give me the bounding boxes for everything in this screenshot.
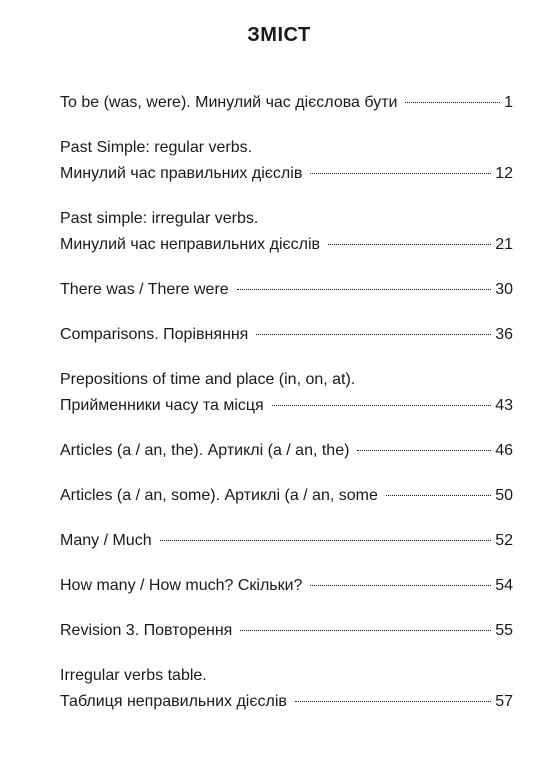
toc-entry-line (60, 90, 513, 116)
toc-page-number: 1 (504, 94, 513, 111)
toc-entry-title-en: Prepositions of time and place (in, on, at). (60, 371, 356, 388)
toc-entry-title: Таблиця неправильних дієслів (60, 693, 287, 710)
toc-entry-line (60, 322, 513, 348)
toc-entry (60, 277, 513, 303)
toc-page-number: 57 (495, 693, 513, 710)
toc-entry-title-en: Past Simple: regular verbs. (60, 139, 253, 156)
toc-page-number: 54 (495, 577, 513, 594)
toc-entry-title: Минулий час неправильних дієслів (60, 236, 321, 253)
dot-leader (295, 701, 491, 702)
toc-entry-title: There was / There were (60, 281, 229, 298)
toc-entry (60, 438, 513, 464)
toc-page-number: 46 (495, 442, 513, 459)
toc-entry (60, 663, 513, 715)
dot-leader (386, 495, 491, 496)
toc-entry-heading (60, 135, 513, 161)
toc-entry (60, 206, 513, 258)
toc-entry-line (60, 161, 513, 187)
toc-entry-line (60, 438, 513, 464)
toc-entry-title: Минулий час правильних дієслів (60, 165, 303, 182)
toc-page-number: 43 (495, 397, 513, 414)
page-title: ЗМІСТ (247, 24, 311, 46)
toc-entry (60, 483, 513, 509)
toc-entry-line (60, 232, 513, 258)
dot-leader (237, 289, 492, 290)
dot-leader (160, 540, 492, 541)
dot-leader (272, 405, 491, 406)
toc-entry-line (60, 483, 513, 509)
toc-entry-title-en: Irregular verbs table. (60, 667, 207, 684)
toc-page-number: 12 (495, 165, 513, 182)
toc-entry-line (60, 573, 513, 599)
toc-entry-title: Revision 3. Повторення (60, 622, 233, 639)
toc-entry-title: Many / Much (60, 532, 152, 549)
toc-page-number: 30 (495, 281, 513, 298)
toc-page-number: 21 (495, 236, 513, 253)
toc-entry-line (60, 618, 513, 644)
table-of-contents (60, 90, 513, 715)
dot-leader (405, 102, 500, 103)
toc-entry-heading (60, 367, 513, 393)
toc-entry-line (60, 689, 513, 715)
toc-entry (60, 135, 513, 187)
toc-entry-heading (60, 206, 513, 232)
toc-entry (60, 573, 513, 599)
toc-page-number: 36 (495, 326, 513, 343)
toc-entry (60, 528, 513, 554)
toc-entry-title: Articles (a / an, some). Артиклі (a / an, some (60, 487, 378, 504)
toc-page-number: 52 (495, 532, 513, 549)
toc-entry (60, 90, 513, 116)
toc-entry-title: Articles (a / an, the). Артиклі (a / an, the) (60, 442, 350, 459)
toc-entry-title: Прийменники часу та місця (60, 397, 264, 414)
toc-page-number: 50 (495, 487, 513, 504)
toc-entry (60, 367, 513, 419)
dot-leader (357, 450, 491, 451)
toc-entry-heading (60, 663, 513, 689)
toc-entry (60, 618, 513, 644)
toc-entry-title: To be (was, were). Минулий час дієслова бути (60, 94, 398, 111)
toc-entry-title: Comparisons. Порівняння (60, 326, 249, 343)
toc-entry-title-en: Past simple: irregular verbs. (60, 210, 259, 227)
dot-leader (240, 630, 491, 631)
dot-leader (256, 334, 491, 335)
toc-page-number: 55 (495, 622, 513, 639)
dot-leader (310, 173, 491, 174)
toc-entry-line (60, 393, 513, 419)
toc-entry (60, 322, 513, 348)
dot-leader (328, 244, 491, 245)
dot-leader (310, 585, 491, 586)
toc-entry-line (60, 528, 513, 554)
toc-entry-line (60, 277, 513, 303)
toc-entry-title: How many / How much? Скільки? (60, 577, 303, 594)
